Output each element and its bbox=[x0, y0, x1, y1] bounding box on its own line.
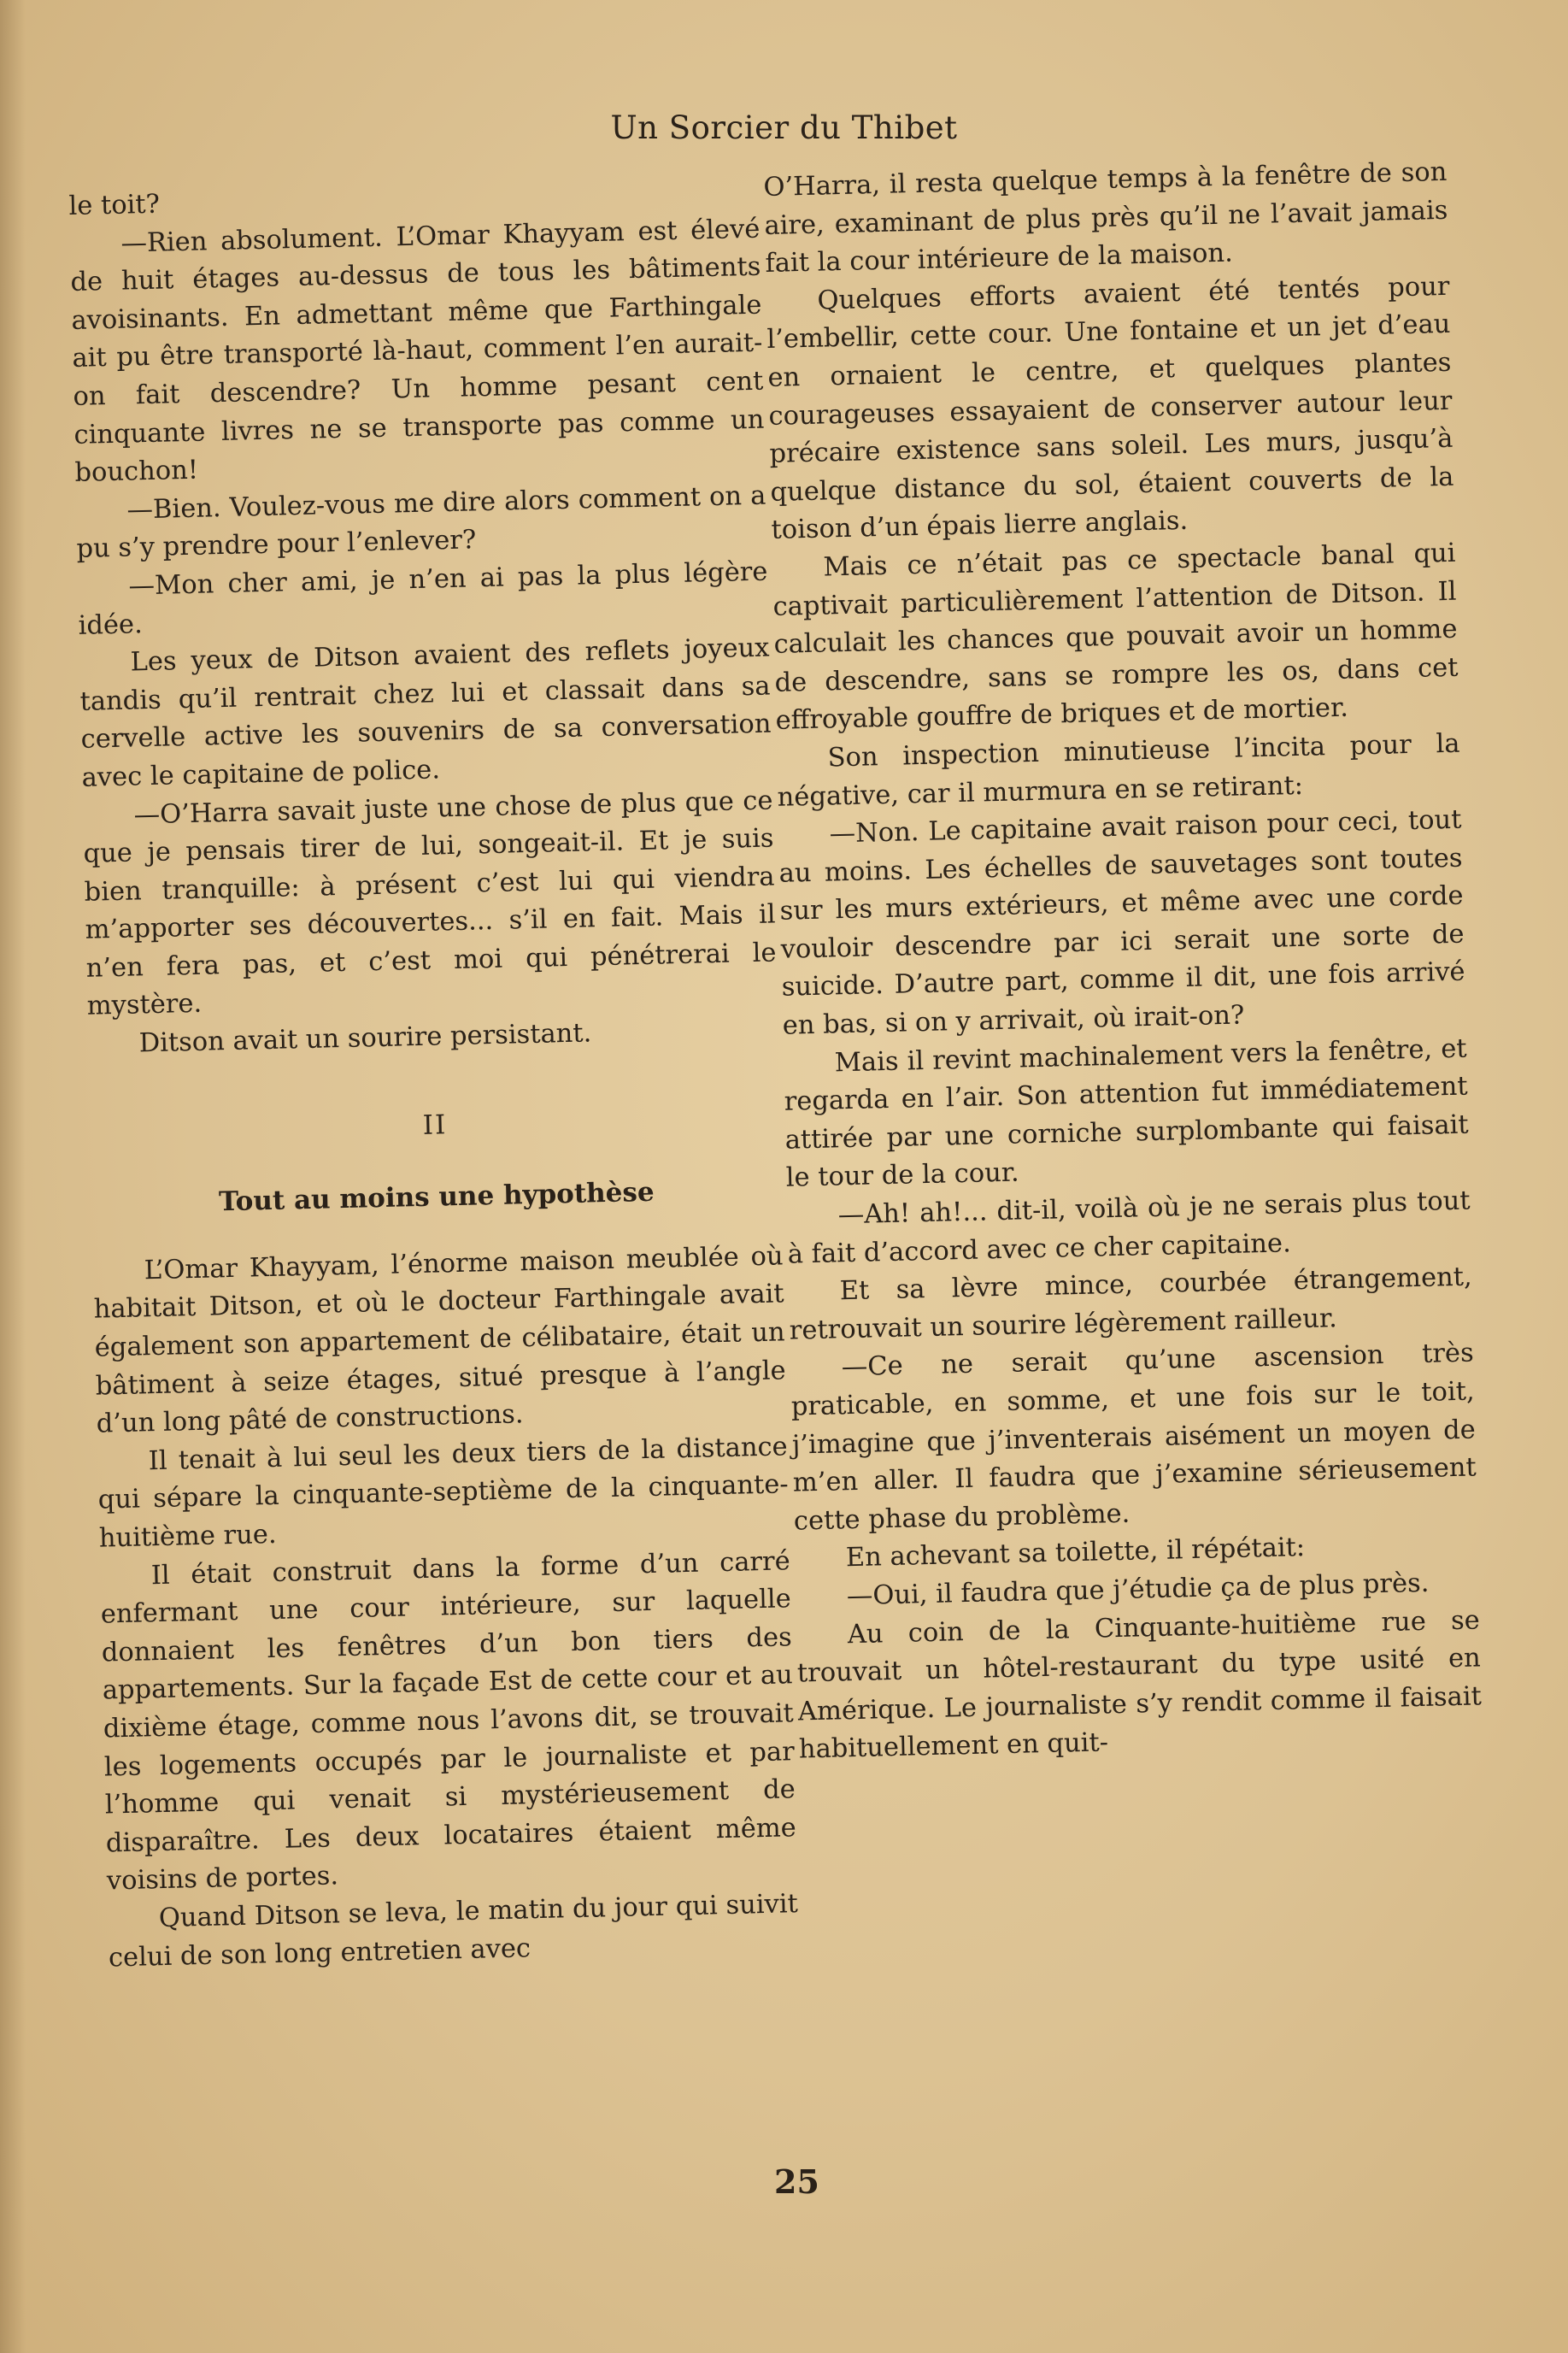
paragraph: Et sa lèvre mince, courbée étrangement, retrouvait un sourire légèrement railleur. bbox=[789, 1262, 1473, 1346]
paragraph: L’Omar Khayyam, l’énorme maison meublée où habitait Ditson, et où le docteur Farthingale avait également son appartement de célibataire, était un bâtiment à seize étages, situé presque à l’angle d’un long pâté de constructions. bbox=[93, 1241, 786, 1439]
paragraph: Au coin de la Cinquante-huitième rue se trouvait un hôtel-restaurant du type usité en Amérique. Le journaliste s’y rendit comme il faisait habituellement en quit- bbox=[796, 1604, 1483, 1765]
paragraph: Les yeux de Ditson avaient des reflets joyeux tandis qu’il rentrait chez lui et classait dans sa cervelle active les souvenirs de sa conversation avec le capitaine de police. bbox=[79, 632, 772, 793]
paragraph: Il tenait à lui seul les deux tiers de la distance qui sépare la cinquante-septième de la cinquante-huitième rue. bbox=[97, 1432, 790, 1554]
paragraph: Quand Ditson se leva, le matin du jour qui suivit celui de son long entretien avec bbox=[108, 1889, 799, 1973]
paragraph: —O’Harra savait juste une chose de plus que ce que je pensais tirer de lui, songeait-il. Et je suis bien tranquille: à présent c’est lui qui viendra m’apporter ses découvertes... s’il en fait. Mais il n’en fera pas, et c’est moi qui pénétrerai le mystère. bbox=[83, 785, 777, 1022]
paragraph: —Oui, il faudra que j’étudie ça de plus près. bbox=[846, 1568, 1430, 1612]
paragraph: —Non. Le capitaine avait raison pour ceci, tout au moins. Les échelles de sauvetages sont toutes sur les murs extérieurs, et même avec une corde vouloir descendre par ici serait une sorte de suicide. D’autre part, comme il dit, une fois arrivé en bas, si on y arrivait, où irait-on? bbox=[778, 804, 1465, 1041]
paragraph: le toit? bbox=[68, 189, 161, 221]
paragraph: Son inspection minutieuse l’incita pour la négative, car il murmura en se retirant: bbox=[777, 728, 1460, 813]
paragraph: —Ce ne serait qu’une ascension très praticable, en somme, et une fois sur le toit, j’imagine que j’inventerais aisément un moyen de m’en aller. Il faudra que j’examine sérieusement cette phase du problème. bbox=[790, 1338, 1477, 1537]
running-head: Un Sorcier du Thibet bbox=[610, 109, 958, 146]
left-column-before-section bbox=[68, 173, 778, 1065]
page-number: 25 bbox=[774, 2162, 819, 2201]
binding-shadow bbox=[0, 0, 26, 2353]
paragraph: —Ah! ah!... dit-il, voilà où je ne serais plus tout à fait d’accord avec ce cher capitaine. bbox=[787, 1185, 1471, 1270]
paragraph: Il était construit dans la forme d’un carré enfermant une cour intérieure, sur laquelle donnaient les fenêtres d’un bon tiers des appartements. Sur la façade Est de cette cour et au dixième étage, comme nous l’avons dit, se trouvait les logements occupés par le journaliste et par l’homme qui venait si mystérieusement de disparaître. Les deux locataires étaient même voisins de portes. bbox=[100, 1545, 797, 1897]
paragraph: —Bien. Voulez-vous me dire alors comment on a pu s’y prendre pour l’enlever? bbox=[76, 480, 766, 565]
paragraph: Ditson avait un sourire persistant. bbox=[138, 1018, 592, 1059]
paragraph: —Rien absolument. L’Omar Khayyam est élevé de huit étages au-dessus de tous les bâtiments avoisinants. En admettant même que Farthingale ait pu être transporté là-haut, comment l’en aurait-on fait descendre? Un homme pesant cent cinquante livres ne se transporte pas comme un bouchon! bbox=[70, 214, 765, 489]
section-title: Tout au moins une hypothèse bbox=[218, 1177, 655, 1218]
paragraph: Mais ce n’était pas ce spectacle banal qui captivait particulièrement l’attention de Ditson. Il calculait les chances que pouvait avoir un homme de descendre, sans se rompre les os, dans cet effroyable gouffre de briques et de mortier. bbox=[772, 538, 1459, 737]
paragraph: En achevant sa toilette, il répétait: bbox=[845, 1532, 1306, 1574]
section-number: II bbox=[422, 1109, 448, 1141]
paragraph: Mais il revint machinalement vers la fenêtre, et regarda en l’air. Son attention fut immédiatement attirée par une corniche surplombante qui faisait le tour de la cour. bbox=[784, 1033, 1469, 1194]
paragraph: O’Harra, il resta quelque temps à la fenêtre de son aire, examinant de plus près qu’il ne l’avait jamais fait la cour intérieure de la maison. bbox=[763, 156, 1448, 279]
paragraph: Quelques efforts avaient été tentés pour l’embellir, cette cour. Une fontaine et un jet d’eau en ornaient le centre, et quelques plantes courageuses essayaient de conserver autour leur précaire existence sans soleil. Les murs, jusqu’à quelque distance du sol, étaient couverts de la toison d’un épais lierre anglais. bbox=[766, 271, 1454, 546]
left-column bbox=[68, 173, 799, 1978]
left-column-after-section bbox=[92, 1238, 799, 1977]
paragraph: —Mon cher ami, je n’en ai pas la plus légère idée. bbox=[78, 556, 768, 641]
right-column bbox=[763, 154, 1483, 1770]
